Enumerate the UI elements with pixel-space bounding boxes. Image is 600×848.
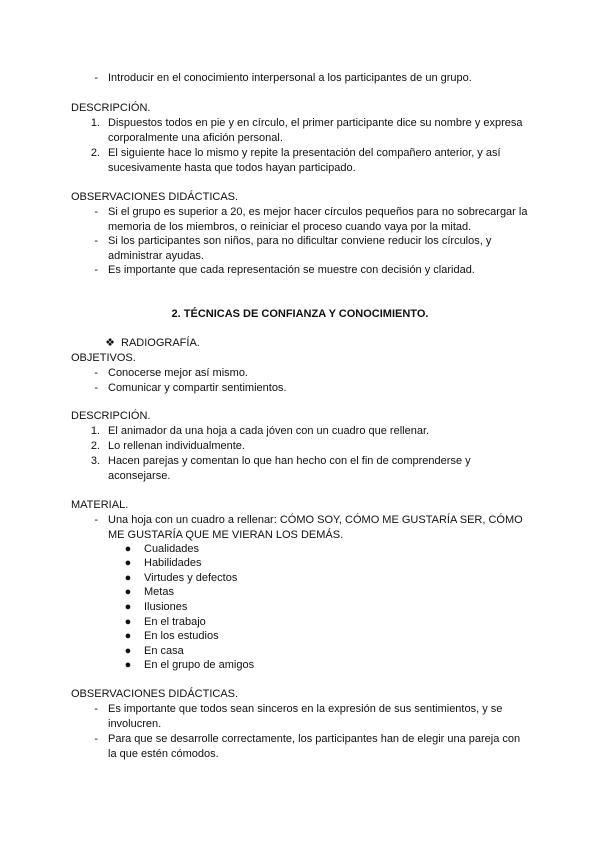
list-item-text: El animador da una hoja a cada jóven con un cuadro que rellenar.: [108, 425, 430, 437]
list-item-text: En el grupo de amigos: [144, 659, 255, 671]
bullet-icon: ●: [124, 543, 132, 555]
bullet-icon: ●: [124, 586, 132, 598]
list-item-text: Conocerse mejor así mismo.: [108, 367, 248, 379]
list-item-text: Si el grupo es superior a 20, es mejor hacer círculos pequeños para no sobrecargar la memoria de los miembros, o reiniciar el proceso cuando vaya por la mitad.: [108, 206, 528, 233]
bullet-icon: ●: [124, 659, 132, 671]
diamond-bullet-icon: ❖: [105, 337, 115, 349]
list-item-text: Es importante que todos sean sinceros en la expresión de sus sentimientos, y se involucren.: [108, 703, 503, 730]
section-title: 2. TÉCNICAS DE CONFIANZA Y CONOCIMIENTO.: [171, 308, 429, 320]
bullet-icon: ●: [124, 630, 132, 642]
list-item-text: Lo rellenan individualmente.: [108, 440, 245, 452]
list-item-text: Metas: [144, 586, 174, 598]
list-item-text: Para que se desarrolle correctamente, los participantes han de elegir una pareja con la que estén cómodos.: [108, 733, 521, 760]
dash-marker: -: [94, 514, 98, 526]
section-heading: OBSERVACIONES DIDÁCTICAS.: [71, 688, 239, 700]
number-marker: 2.: [90, 147, 100, 159]
dash-marker: -: [94, 733, 98, 745]
number-marker: 1.: [90, 117, 100, 129]
number-marker: 1.: [90, 425, 100, 437]
dash-marker: -: [94, 264, 98, 276]
dash-marker: -: [94, 235, 98, 247]
bullet-icon: ●: [124, 616, 132, 628]
list-item-text: Dispuestos todos en pie y en círculo, el primer participante dice su nombre y expresa corporalmente una afición personal.: [108, 117, 523, 144]
section-heading: OBSERVACIONES DIDÁCTICAS.: [71, 191, 239, 203]
activity-name: RADIOGRAFÍA.: [121, 337, 200, 349]
dash-marker: -: [94, 206, 98, 218]
dash-marker: -: [94, 367, 98, 379]
list-item-text: Virtudes y defectos: [144, 572, 238, 584]
list-item-text: Habilidades: [144, 557, 202, 569]
bullet-icon: ●: [124, 645, 132, 657]
list-item-text: Cualidades: [144, 543, 200, 555]
bullet-icon: ●: [124, 557, 132, 569]
list-item-text: Hacen parejas y comentan lo que han hecho con el fin de comprenderse y aconsejarse.: [108, 455, 471, 482]
list-item-text: Comunicar y compartir sentimientos.: [108, 382, 287, 394]
list-item-text: El siguiente hace lo mismo y repite la presentación del compañero anterior, y así sucesivamente hasta que todos hayan participado.: [108, 147, 501, 174]
section-heading: OBJETIVOS.: [71, 352, 136, 364]
section-heading: DESCRIPCIÓN.: [71, 410, 151, 422]
section-heading: DESCRIPCIÓN.: [71, 102, 151, 114]
list-item-text: Ilusiones: [144, 601, 188, 613]
bullet-icon: ●: [124, 572, 132, 584]
list-item-text: Una hoja con un cuadro a rellenar: CÓMO SOY, CÓMO ME GUSTARÍA SER, CÓMO ME GUSTARÍA QUE ME VIERAN LOS DEMÁS.: [108, 514, 523, 541]
list-item-text: Es importante que cada representación se muestre con decisión y claridad.: [108, 264, 475, 276]
number-marker: 2.: [90, 440, 100, 452]
number-marker: 3.: [90, 455, 100, 467]
list-item-text: Introducir en el conocimiento interpersonal a los participantes de un grupo.: [108, 72, 472, 84]
section-heading: MATERIAL.: [71, 499, 129, 511]
dash-marker: -: [94, 72, 98, 84]
list-item-text: En casa: [144, 645, 184, 657]
dash-marker: -: [94, 703, 98, 715]
bullet-icon: ●: [124, 601, 132, 613]
list-item-text: En los estudios: [144, 630, 219, 642]
list-item-text: Si los participantes son niños, para no dificultar conviene reducir los círculos, y administrar ayudas.: [108, 235, 492, 262]
list-item-text: En el trabajo: [144, 616, 206, 628]
dash-marker: -: [94, 382, 98, 394]
